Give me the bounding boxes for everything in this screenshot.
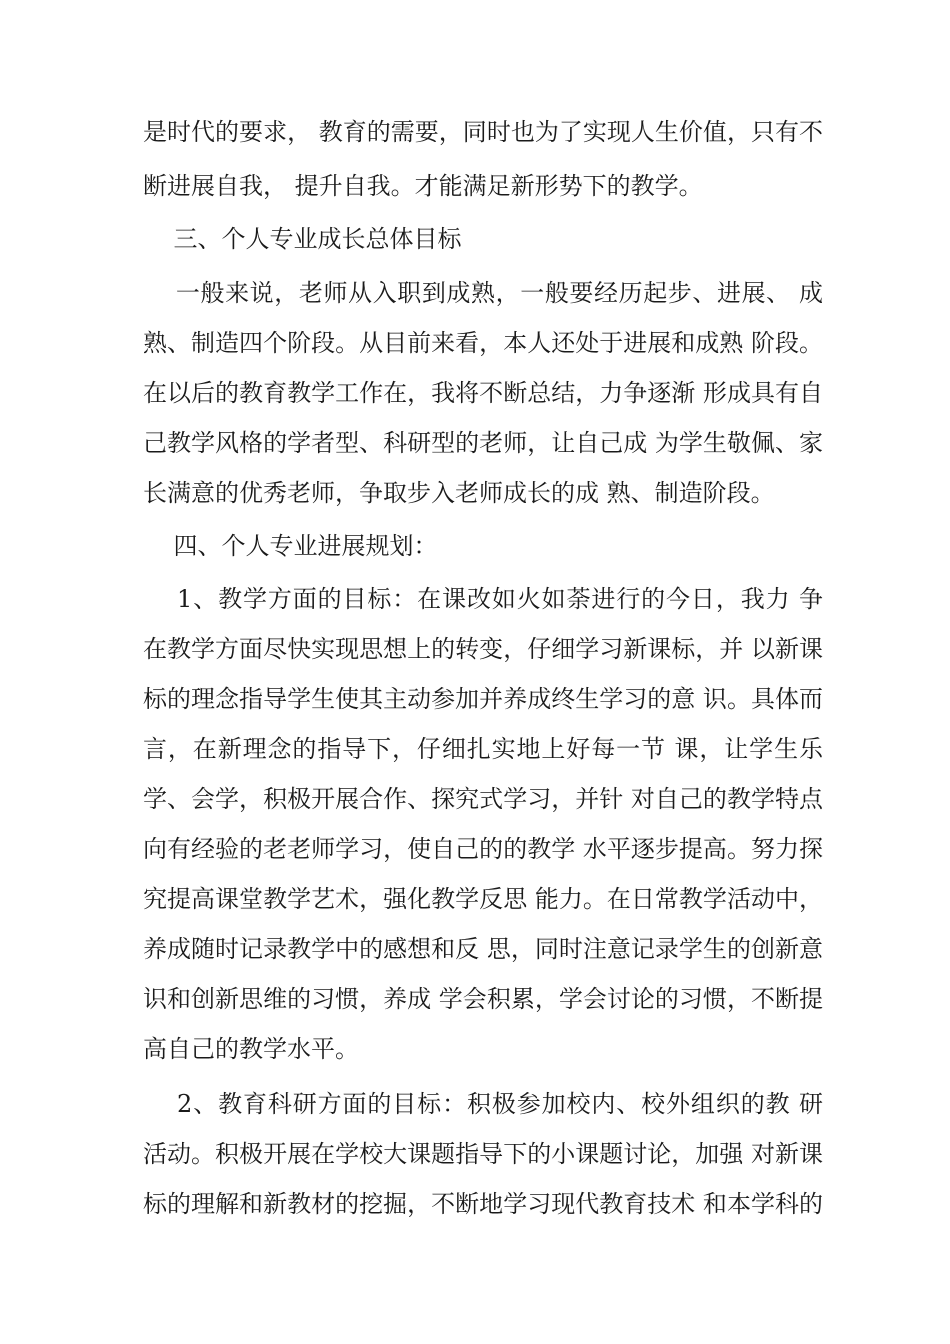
text-line-10: 1、教学方面的目标：在课改如火如荼进行的今日，我力 争: [143, 585, 823, 613]
text-line-2: 断进展自我， 提升自我。才能满足新形势下的教学。: [143, 172, 703, 200]
text-line-11: 在教学方面尽快实现思想上的转变，仔细学习新课标，并 以新课: [143, 635, 823, 663]
text-line-16: 究提高课堂教学艺术，强化教学反思 能力。在日常教学活动中，: [143, 885, 823, 913]
section-heading-4: 四、个人专业进展规划：: [143, 532, 438, 560]
text-line-1: 是时代的要求， 教育的需要，同时也为了实现人生价值，只有不: [143, 118, 823, 146]
text-line-20: 2、教育科研方面的目标：积极参加校内、校外组织的教 研: [143, 1090, 823, 1118]
text-line-13: 言，在新理念的指导下，仔细扎实地上好每一节 课，让学生乐: [143, 735, 823, 763]
text-line-6: 在以后的教育教学工作在，我将不断总结，力争逐渐 形成具有自: [143, 379, 823, 407]
text-line-4: 一般来说，老师从入职到成熟，一般要经历起步、进展、 成: [143, 279, 823, 307]
text-line-19: 高自己的教学水平。: [143, 1035, 359, 1063]
text-line-14: 学、会学，积极开展合作、探究式学习，并针 对自己的教学特点: [143, 785, 823, 813]
text-line-17: 养成随时记录教学中的感想和反 思，同时注意记录学生的创新意: [143, 935, 823, 963]
text-line-21: 活动。积极开展在学校大课题指导下的小课题讨论，加强 对新课: [143, 1140, 823, 1168]
section-heading-3: 三、个人专业成长总体目标: [143, 225, 462, 253]
text-line-15: 向有经验的老老师学习，使自己的的教学 水平逐步提高。努力探: [143, 835, 823, 863]
text-line-18: 识和创新思维的习惯，养成 学会积累，学会讨论的习惯，不断提: [143, 985, 823, 1013]
text-line-12: 标的理念指导学生使其主动参加并养成终生学习的意 识。具体而: [143, 685, 823, 713]
text-line-22: 标的理解和新教材的挖掘，不断地学习现代教育技术 和本学科的: [143, 1190, 823, 1218]
text-line-7: 己教学风格的学者型、科研型的老师，让自己成 为学生敬佩、家: [143, 429, 823, 457]
text-line-5: 熟、制造四个阶段。从目前来看，本人还处于进展和成熟 阶段。: [143, 329, 823, 357]
text-line-8: 长满意的优秀老师，争取步入老师成长的成 熟、制造阶段。: [143, 479, 775, 507]
